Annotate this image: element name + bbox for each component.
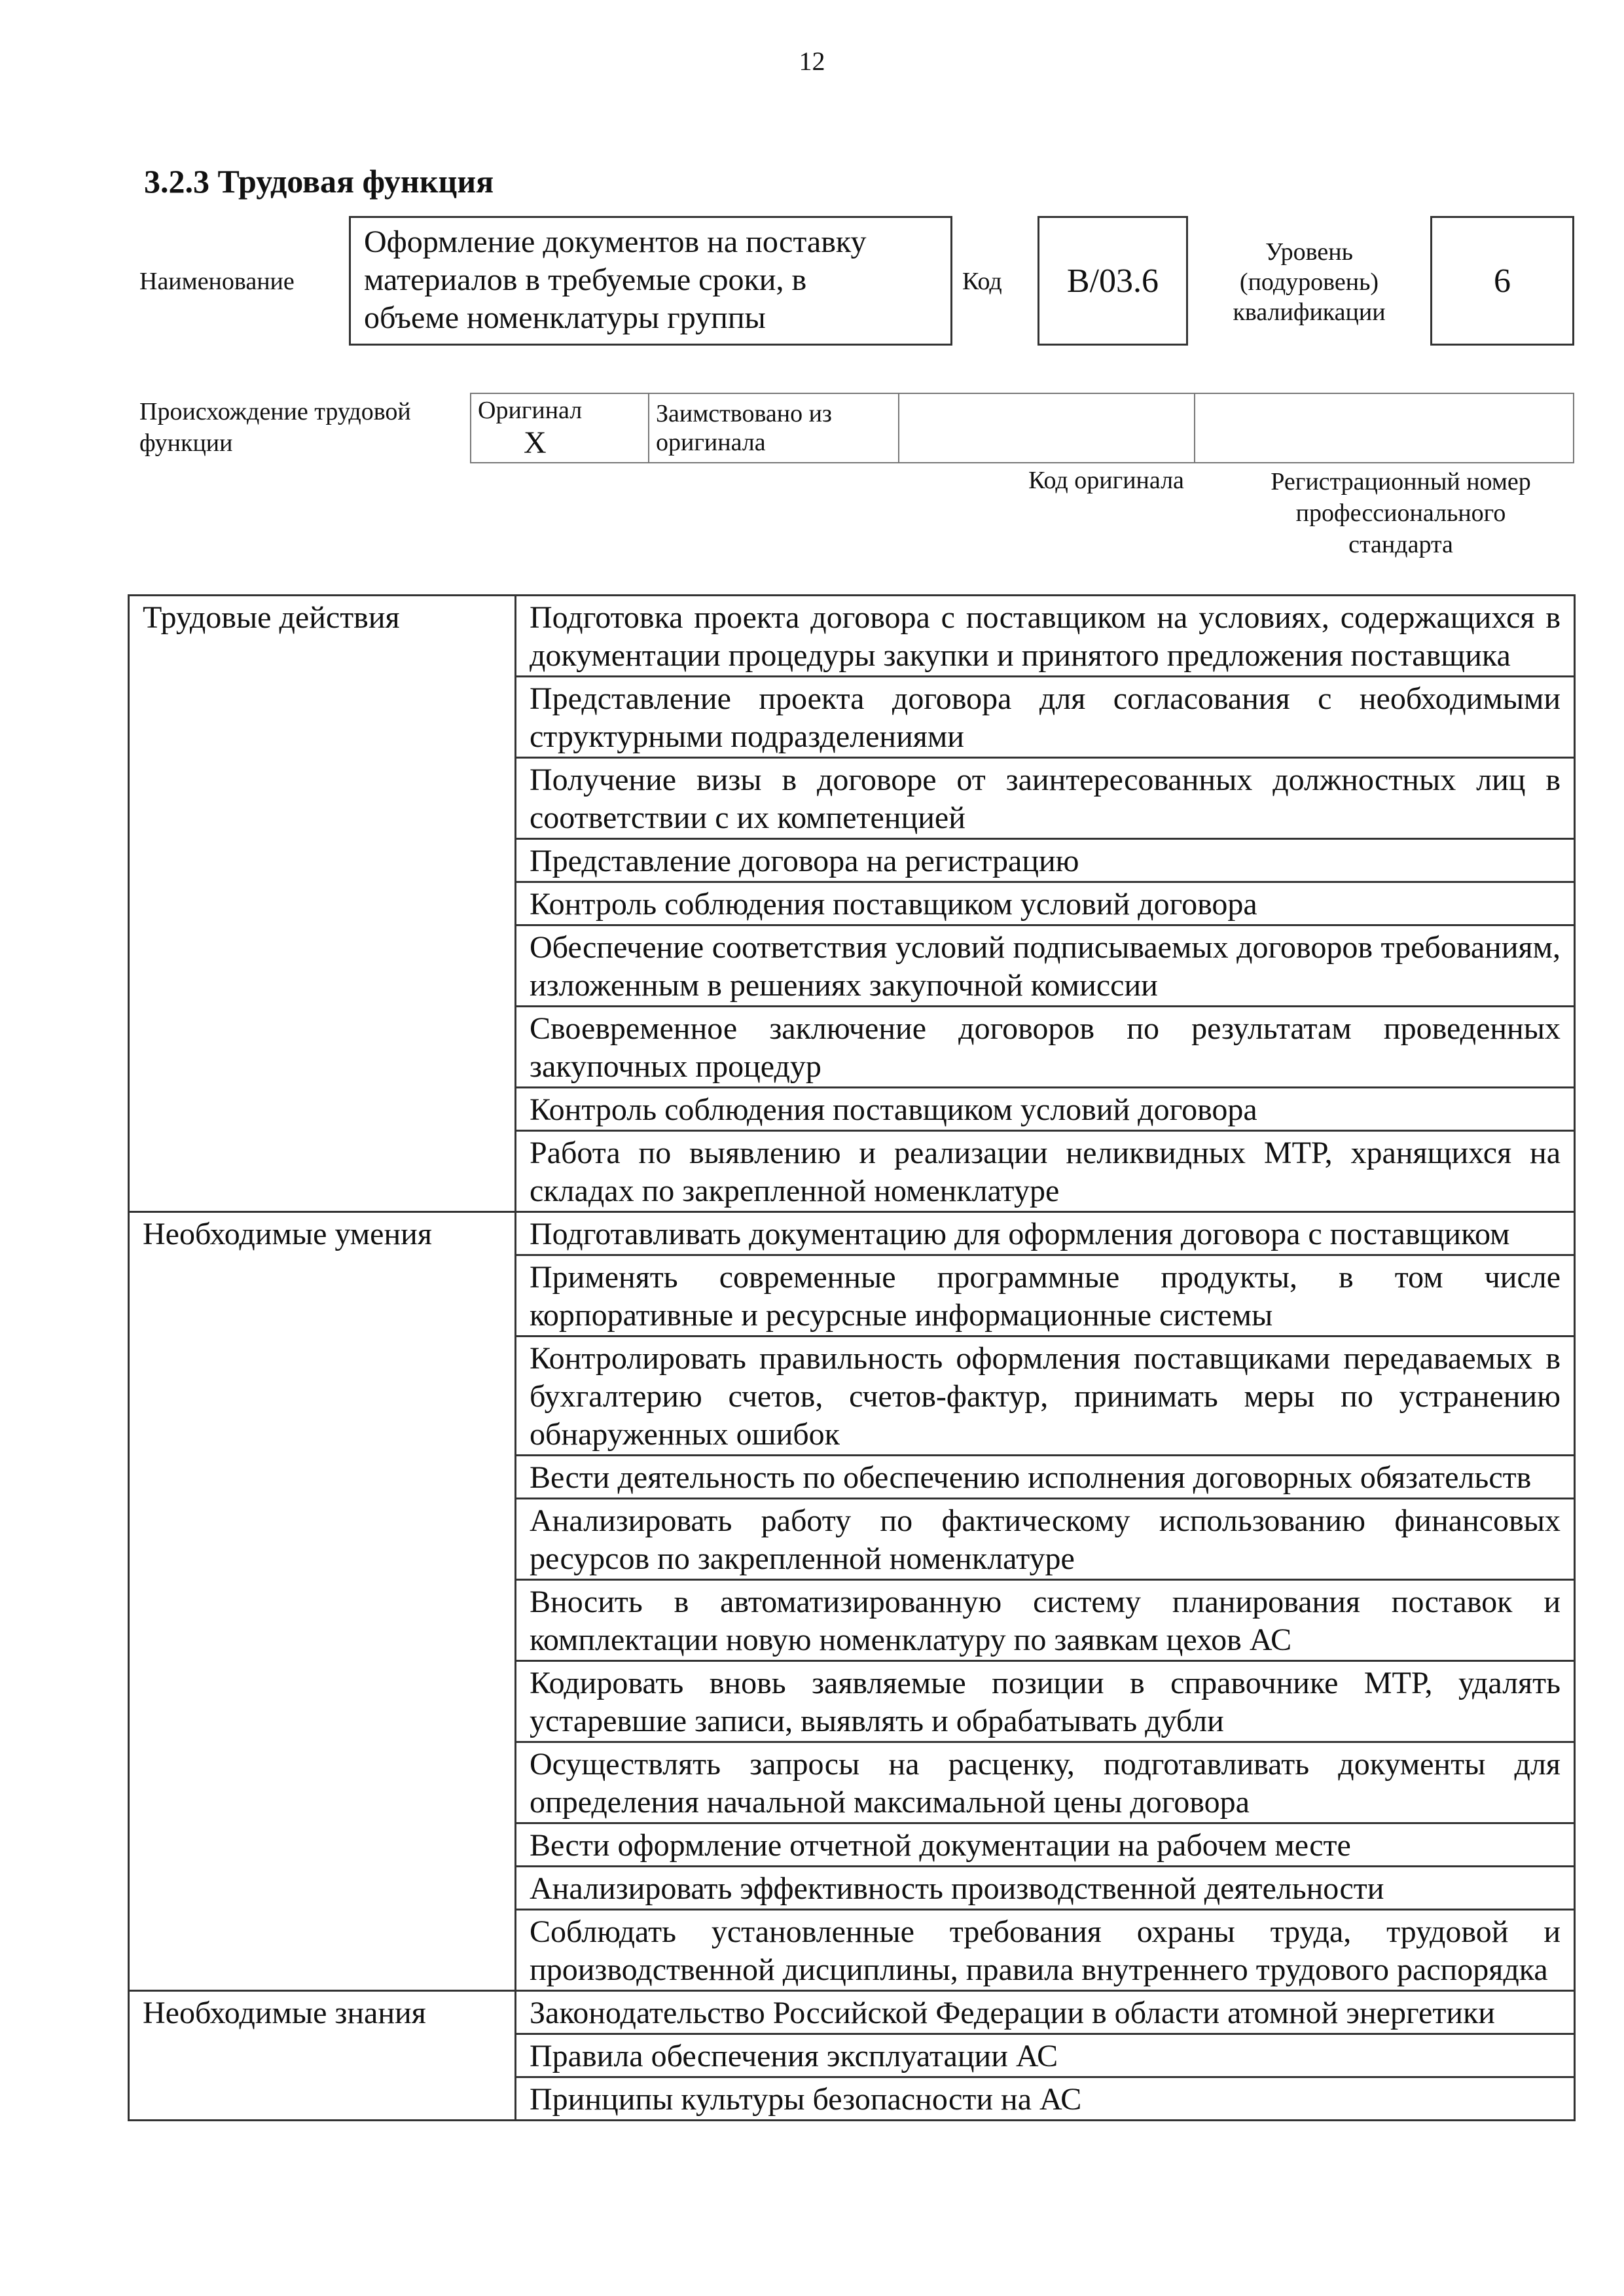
table-row [129, 1212, 1575, 1255]
function-name-line: материалов в требуемые сроки, в [364, 262, 807, 297]
origin-label [139, 396, 411, 459]
borrowed-label-line: оригинала [656, 429, 766, 456]
category-labor-actions: Трудовые действия [129, 596, 516, 1212]
reg-number-caption-line: стандарта [1348, 531, 1453, 558]
knowledge-item: Принципы культуры безопасности на АС [516, 2077, 1575, 2121]
labor-function-table [128, 594, 1576, 2121]
skill-item: Применять современные программные продукты, в том числе корпоративные и ресурсные информационные системы [516, 1255, 1575, 1336]
knowledge-item: Правила обеспечения эксплуатации АС [516, 2034, 1575, 2077]
labor-action-item: Получение визы в договоре от заинтересованных должностных лиц в соответствии с их компетенцией [516, 758, 1575, 839]
code-original-cell [899, 393, 1195, 463]
skill-item: Контролировать правильность оформления поставщиками передаваемых в бухгалтерию счетов, счетов-фактур, принимать меры по устранению обнаруженных ошибок [516, 1336, 1575, 1456]
origin-label-line: Происхождение трудовой [139, 398, 411, 425]
skill-item: Анализировать работу по фактическому использованию финансовых ресурсов по закрепленной номенклатуре [516, 1499, 1575, 1580]
category-required-knowledge: Необходимые знания [129, 1991, 516, 2121]
function-name-line: объеме номенклатуры группы [364, 300, 766, 335]
labor-action-item: Своевременное заключение договоров по результатам проведенных закупочных процедур [516, 1007, 1575, 1088]
reg-number-caption [1218, 466, 1584, 560]
category-required-skills: Необходимые умения [129, 1212, 516, 1991]
labor-action-item: Контроль соблюдения поставщиком условий договора [516, 1088, 1575, 1131]
reg-number-caption-line: Регистрационный номер [1271, 468, 1531, 495]
original-cell [471, 393, 649, 463]
origin-label-line: функции [139, 429, 233, 457]
origin-table [470, 393, 1574, 463]
code-label: Код [962, 268, 1002, 295]
level-label [1198, 237, 1420, 327]
skill-item: Анализировать эффективность производственной деятельности [516, 1867, 1575, 1910]
labor-action-item: Контроль соблюдения поставщиком условий договора [516, 882, 1575, 925]
labor-action-item: Представление договора на регистрацию [516, 839, 1575, 882]
knowledge-item: Законодательство Российской Федерации в области атомной энергетики [516, 1991, 1575, 2034]
name-label: Наименование [139, 268, 295, 295]
page-number: 12 [799, 46, 825, 76]
labor-action-item: Подготовка проекта договора с поставщиком на условиях, содержащихся в документации процедуры закупки и принятого предложения поставщика [516, 596, 1575, 677]
reg-number-cell [1195, 393, 1574, 463]
reg-number-caption-line: профессионального [1295, 499, 1506, 527]
code-original-caption: Код оригинала [1028, 467, 1184, 494]
table-row [129, 596, 1575, 677]
function-name-box [349, 216, 952, 346]
labor-action-item: Обеспечение соответствия условий подписываемых договоров требованиям, изложенным в решениях закупочной комиссии [516, 925, 1575, 1007]
table-row [129, 1991, 1575, 2034]
original-label: Оригинал [478, 396, 583, 424]
labor-action-item: Представление проекта договора для согласования с необходимыми структурными подразделениями [516, 677, 1575, 758]
skill-item: Вести оформление отчетной документации на рабочем месте [516, 1823, 1575, 1867]
level-label-line: (подуровень) [1239, 268, 1379, 296]
skill-item: Осуществлять запросы на расценку, подготавливать документы для определения начальной максимальной цены договора [516, 1742, 1575, 1823]
section-title: 3.2.3 Трудовая функция [144, 163, 494, 200]
skill-item: Вести деятельность по обеспечению исполнения договорных обязательств [516, 1456, 1575, 1499]
skill-item: Вносить в автоматизированную систему планирования поставок и комплектации новую номенклатуру по заявкам цехов АС [516, 1580, 1575, 1661]
level-label-line: квалификации [1233, 298, 1386, 326]
labor-action-item: Работа по выявлению и реализации неликвидных МТР, хранящихся на складах по закрепленной номенклатуре [516, 1131, 1575, 1212]
skill-item: Подготавливать документацию для оформления договора с поставщиком [516, 1212, 1575, 1255]
function-name-line: Оформление документов на поставку [364, 224, 867, 259]
skill-item: Кодировать вновь заявляемые позиции в справочнике МТР, удалять устаревшие записи, выявлять и обрабатывать дубли [516, 1661, 1575, 1742]
original-mark: X [524, 425, 547, 460]
code-value: B/03.6 [1038, 216, 1188, 346]
level-value: 6 [1430, 216, 1574, 346]
level-label-line: Уровень [1265, 238, 1353, 266]
borrowed-label-line: Заимствовано из [656, 400, 832, 427]
skill-item: Соблюдать установленные требования охраны труда, трудовой и производственной дисциплины, правила внутреннего трудового распорядка [516, 1910, 1575, 1991]
borrowed-cell [649, 393, 899, 463]
